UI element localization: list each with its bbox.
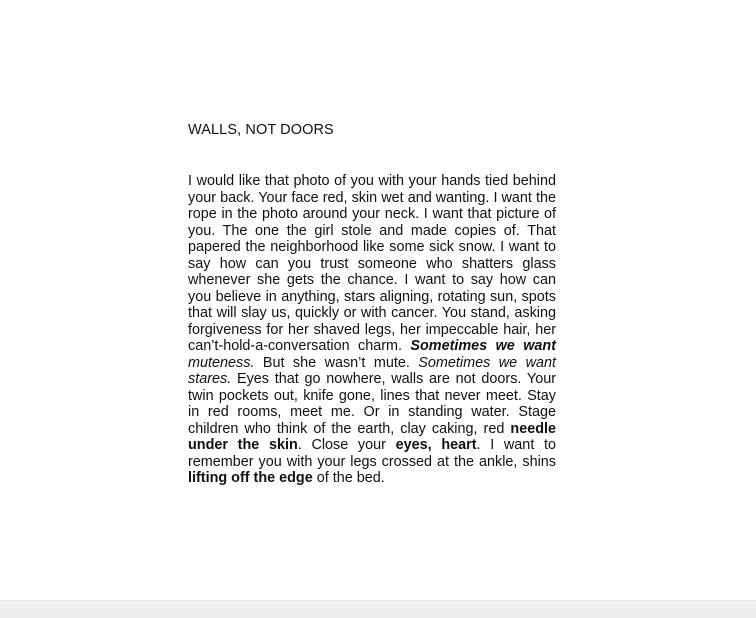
poem-bold-italic-phrase: Sometimes we want (410, 338, 556, 354)
poem-text-segment: . Close your (297, 437, 396, 453)
poem-text-segment: Eyes that go nowhere, walls are not doors. Your twin pockets out, knife gone, lines that never meet. Stay in red rooms, meet me. Or in standing water. Stage children who think of the earth, clay caking, red (188, 371, 556, 437)
poem-text-segment: . I want to remember you with your legs crossed at the ankle, shins (188, 437, 557, 470)
poem-bold-phrase: needle under the skin (188, 420, 556, 453)
poem-italic-phrase: Sometimes we want stares. (188, 354, 556, 387)
poem-italic-phrase: muteness. (188, 354, 255, 371)
poem-text-segment: I would like that photo of you with your hands tied behind your back. Your face red, skin wet and wanting. I want the rope in the photo around your neck. I want that picture of you. The one the girl stole and made copies of. That papered the neighborhood like some sick snow. I want to say how can you trust someone who shatters glass whenever she gets the chance. I want to say how can you believe in anything, stars aligning, rotating sun, spots that will slay us, quickly or with cancer. You stand, asking forgiveness for her shaved legs, her impeccable hair, her can’t-hold-a-conversation charm. (188, 173, 556, 354)
poem-body (188, 173, 556, 487)
poem-text-segment: But she wasn’t mute. (254, 354, 419, 371)
poem-bold-phrase: eyes, heart (395, 437, 477, 453)
poem-title: WALLS, NOT DOORS (188, 122, 334, 138)
viewer-bottom-bar (0, 600, 756, 618)
poem-bold-phrase: lifting off the edge (188, 470, 313, 486)
poem-text-segment: of the bed. (312, 470, 385, 486)
